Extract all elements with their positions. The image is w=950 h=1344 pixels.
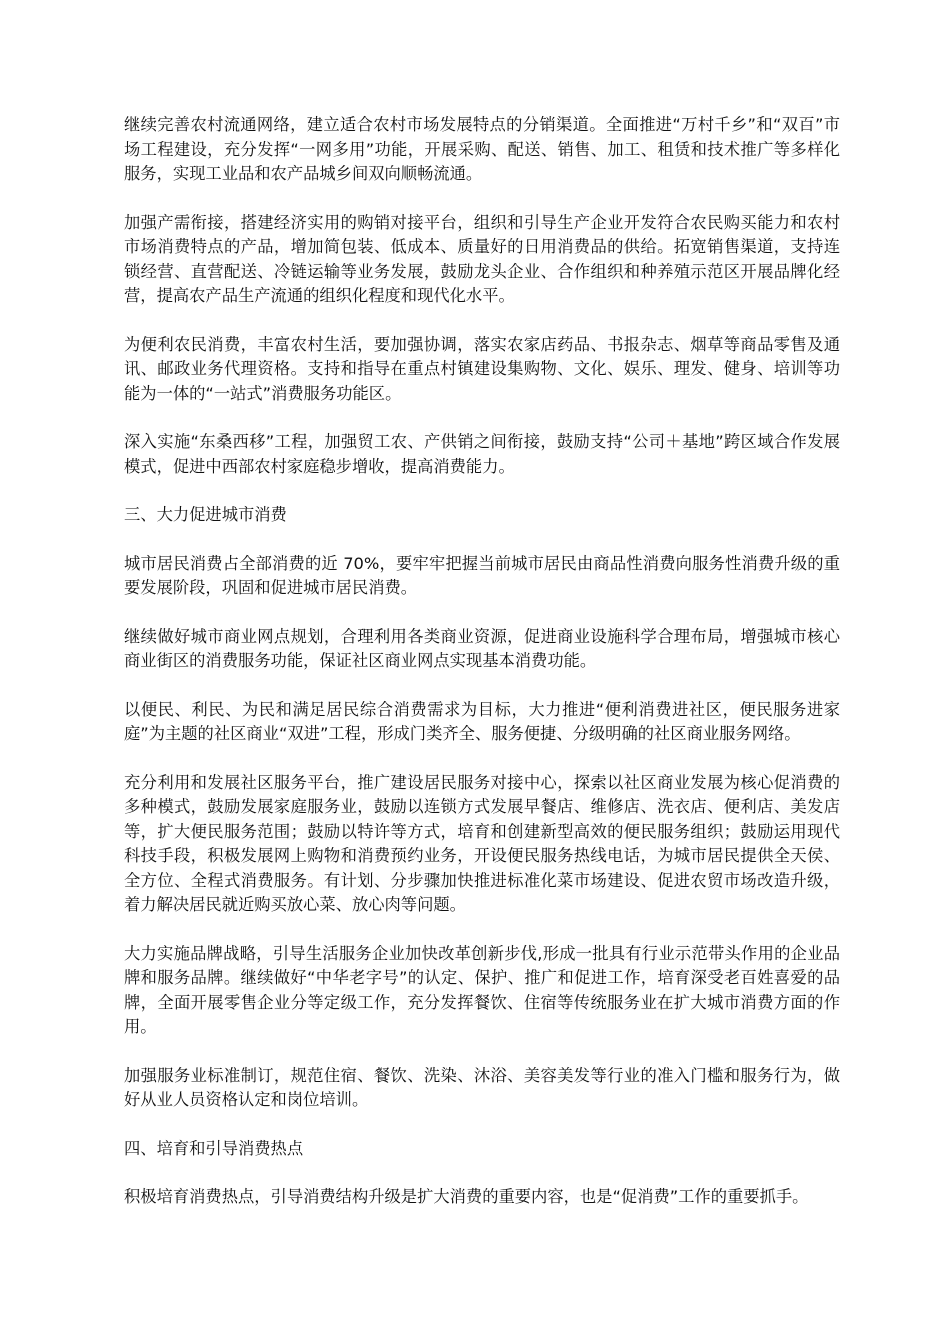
paragraph-farmer-consumption-convenience: 为便利农民消费，丰富农村生活，要加强协调，落实农家店药品、书报杂志、烟草等商品零售及通讯、邮政业务代理资格。支持和指导在重点村镇建设集购物、文化、娱乐、理发、健身、培训等功能为一体的“一站式”消费服务功能区。 (124, 334, 840, 403)
paragraph-rural-distribution-network: 继续完善农村流通网络，建立适合农村市场发展特点的分销渠道。全面推进“万村千乡”和“双百”市场工程建设，充分发挥“一网多用”功能，开展采购、配送、销售、加工、租赁和技术推广等多样化服务，实现工业品和农产品城乡间双向顺畅流通。 (124, 115, 840, 183)
paragraph-brand-strategy: 大力实施品牌战略，引导生活服务企业加快改革创新步伐,形成一批具有行业示范带头作用的企业品牌和服务品牌。继续做好“中华老字号”的认定、保护、推广和促进工作，培育深受老百姓喜爱的品牌，全面开展零售企业分等定级工作，充分发挥餐饮、住宿等传统服务业在扩大城市消费方面的作用。 (124, 943, 840, 1036)
paragraph-community-service-platform: 充分利用和发展社区服务平台，推广建设居民服务对接中心，探索以社区商业发展为核心促消费的多种模式，鼓励发展家庭服务业，鼓励以连锁方式发展早餐店、维修店、洗衣店、便利店、美发店等，扩大便民服务范围；鼓励以特许等方式，培育和创建新型高效的便民服务组织；鼓励运用现代科技手段，积极发展网上购物和消费预约业务，开设便民服务热线电话，为城市居民提供全天侯、全方位、全程式消费服务。有计划、分步骤加快推进标准化菜市场建设、促进农贸市场改造升级，着力解决居民就近购买放心菜、放心肉等问题。 (124, 772, 840, 914)
section-heading-consumption-hotspots: 四、培育和引导消费热点 (124, 1138, 304, 1158)
document-page (124, 113, 840, 1234)
paragraph-east-silk-west-project: 深入实施“东桑西移”工程，加强贸工农、产供销之间衔接，鼓励支持“公司＋基地”跨区域合作发展模式，促进中西部农村家庭稳步增收，提高消费能力。 (124, 432, 840, 476)
paragraph-urban-consumption-share: 城市居民消费占全部消费的近 70%，要牢牢把握当前城市居民由商品性消费向服务性消费升级的重要发展阶段，巩固和促进城市居民消费。 (124, 553, 840, 597)
paragraph-supply-demand-connection: 加强产需衔接，搭建经济实用的购销对接平台，组织和引导生产企业开发符合农民购买能力和农村市场消费特点的产品，增加简包装、低成本、质量好的日用消费品的供给。拓宽销售渠道，支持连锁经营、直营配送、冷链运输等业务发展，鼓励龙头企业、合作组织和种养殖示范区开展品牌化经营，提高农产品生产流通的组织化程度和现代化水平。 (124, 212, 840, 305)
paragraph-community-commerce-project: 以便民、利民、为民和满足居民综合消费需求为目标，大力推进“便利消费进社区，便民服务进家庭”为主题的社区商业“双进”工程，形成门类齐全、服务便捷、分级明确的社区商业服务网络。 (124, 699, 840, 743)
paragraph-commercial-network-planning: 继续做好城市商业网点规划，合理利用各类商业资源，促进商业设施科学合理布局，增强城市核心商业街区的消费服务功能，保证社区商业网点实现基本消费功能。 (124, 626, 840, 670)
section-heading-urban-consumption: 三、大力促进城市消费 (124, 505, 287, 524)
paragraph-cultivate-hotspots: 积极培育消费热点，引导消费结构升级是扩大消费的重要内容，也是“促消费”工作的重要抓手。 (124, 1187, 809, 1206)
paragraph-service-standards: 加强服务业标准制订，规范住宿、餐饮、洗染、沐浴、美容美发等行业的准入门槛和服务行为，做好从业人员资格认定和岗位培训。 (124, 1065, 840, 1109)
